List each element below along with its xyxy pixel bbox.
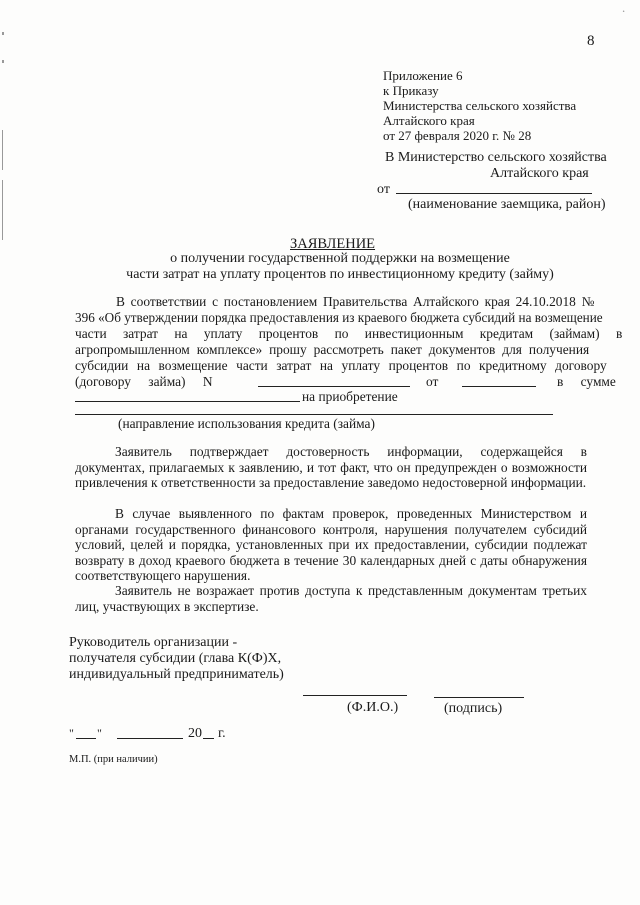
addressee-line-1: В Министерство сельского хозяйства — [385, 150, 607, 165]
contract-amount-field[interactable] — [75, 401, 300, 402]
loan-purpose-caption: (направление использования кредита (займа) — [118, 416, 375, 431]
appendix-line-3: Министерства сельского хозяйства — [383, 98, 577, 113]
date-quote-open: " — [69, 726, 74, 740]
body-paragraph-4: Заявитель не возражает против доступа к представленным документам третьих лиц, участвующих в экспертизе. — [75, 583, 587, 614]
body-p1-line-1: В соответствии с постановлением Правительства Алтайского края 24.10.2018 № — [116, 294, 595, 309]
corner-mark: . — [622, 0, 626, 15]
contract-date-label: от — [426, 374, 439, 389]
fio-caption: (Ф.И.О.) — [347, 700, 399, 715]
applicant-name-caption: (наименование заемщика, район) — [408, 197, 606, 212]
fio-field[interactable] — [303, 695, 407, 696]
signature-line-2: получателя субсидии (глава К(Ф)Х, — [69, 651, 282, 666]
loan-purpose-field[interactable] — [75, 414, 553, 415]
appendix-line-4: Алтайского края — [383, 113, 475, 128]
date-year-prefix: 20 — [188, 726, 202, 741]
appendix-line-5: от 27 февраля 2020 г. № 28 — [383, 128, 532, 143]
addressee-line-2: Алтайского края — [490, 166, 589, 181]
body-p1-line-2: 396 «Об утверждении порядка предоставления из краевого бюджета субсидий на возмещение — [75, 310, 603, 325]
date-year-field[interactable] — [203, 738, 214, 739]
stamp-note: М.П. (при наличии) — [69, 754, 158, 765]
applicant-name-line — [396, 193, 592, 194]
date-day-field[interactable] — [76, 738, 96, 739]
date-month-field[interactable] — [117, 738, 183, 739]
addressee-from-label: от — [377, 182, 390, 197]
signature-line-3: индивидуальный предприниматель) — [69, 667, 284, 682]
body-p1-line-4: агропромышленном комплексе» прошу рассмотреть пакет документов для получения — [75, 342, 590, 357]
body-p1-line-5: субсидии на возмещение части затрат на уплату процентов по кредитному договору — [75, 358, 607, 373]
date-quote-close: " — [97, 726, 102, 740]
signature-caption: (подпись) — [444, 701, 503, 716]
document-subtitle-2: части затрат на уплату процентов по инвестиционному кредиту (займу) — [126, 267, 554, 282]
scan-margin-marks — [0, 0, 6, 905]
date-year-suffix: г. — [218, 726, 226, 741]
contract-number-field[interactable] — [258, 386, 410, 387]
signature-line-1: Руководитель организации - — [69, 635, 238, 650]
document-title: ЗАЯВЛЕНИЕ — [290, 236, 376, 252]
contract-date-field[interactable] — [462, 386, 536, 387]
purchase-label: на приобретение — [302, 389, 398, 404]
body-paragraph-2: Заявитель подтверждает достоверность информации, содержащейся в документах, прилагаемых к заявлению, и тот факт, что он предупрежден о возможности привлечения к ответственности за предоставление заведомо недостоверной информации. — [75, 444, 587, 491]
loan-contract-label: (договору займа) N — [75, 374, 213, 389]
body-paragraph-3: В случае выявленного по фактам проверок, проведенных Министерством и органами государственного финансового контроля, нарушения получателем субсидий условий, целей и порядка, установленных при их предоставлении, субсидии подлежат возврату в доход краевого бюджета в течение 30 календарных дней с даты обнаружения соответствующего нарушения. — [75, 506, 587, 584]
appendix-line-1: Приложение 6 — [383, 68, 463, 83]
appendix-line-2: к Приказу — [383, 83, 439, 98]
document-subtitle-1: о получении государственной поддержки на возмещение — [170, 251, 510, 266]
signature-field[interactable] — [434, 697, 524, 698]
contract-amount-label: в сумме — [557, 374, 616, 389]
body-p1-line-3: части затрат на уплату процентов по инвестиционным кредитам (займам) в — [75, 326, 623, 341]
page-number: 8 — [587, 33, 595, 49]
